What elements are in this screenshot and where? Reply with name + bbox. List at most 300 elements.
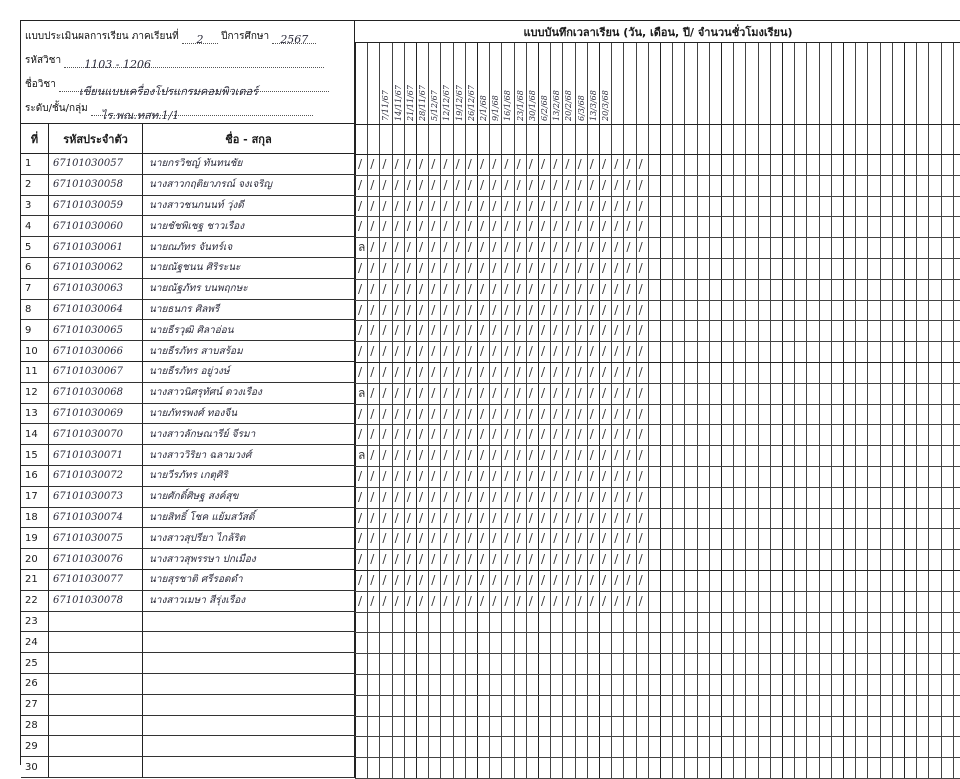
grid-row-line <box>355 591 960 592</box>
attendance-check: / <box>358 198 363 213</box>
attendance-check: / <box>577 344 582 359</box>
attendance-check: / <box>443 261 448 275</box>
attendance-check: / <box>443 469 448 483</box>
attendance-check: / <box>492 219 497 234</box>
attendance-check: / <box>516 344 521 359</box>
attendance-check: / <box>406 448 411 463</box>
attendance-check: / <box>431 406 436 421</box>
attendance-check: / <box>516 593 521 608</box>
attendance-check: / <box>419 219 424 234</box>
attendance-check: / <box>467 406 472 421</box>
attendance-check: / <box>577 219 582 234</box>
date-label: 23/1/68 <box>515 90 525 121</box>
student-id: 67101030068 <box>49 383 143 404</box>
student-id: 67101030057 <box>49 154 143 175</box>
attendance-check: / <box>577 385 582 400</box>
attendance-check: / <box>455 489 460 504</box>
student-name: นายภัทรพงศ์ ทองจีน <box>143 404 355 425</box>
attendance-check: / <box>370 177 375 192</box>
attendance-check: / <box>577 177 582 192</box>
attendance-check: / <box>431 323 436 338</box>
attendance-check: / <box>394 489 399 504</box>
attendance-check: / <box>480 344 485 359</box>
absence-mark: ล <box>358 385 366 400</box>
attendance-check: / <box>480 469 485 483</box>
attendance-check: / <box>516 489 521 504</box>
attendance-check: / <box>638 219 643 234</box>
attendance-check: / <box>626 365 631 379</box>
attendance-check: / <box>565 157 570 171</box>
attendance-check: / <box>602 261 607 275</box>
attendance-check: / <box>480 406 485 421</box>
student-name: นายวีรภัทร เกตุศิริ <box>143 466 355 487</box>
grid-row-line <box>355 549 960 550</box>
attendance-check: / <box>565 281 570 296</box>
attendance-check: / <box>516 531 521 546</box>
attendance-check: / <box>589 448 594 463</box>
attendance-check: / <box>614 240 619 255</box>
attendance-check: / <box>406 489 411 504</box>
row-number: 26 <box>21 674 49 695</box>
student-name: นายธีรวุฒิ ศิลาอ่อน <box>143 320 355 341</box>
attendance-check: / <box>577 469 582 483</box>
attendance-check: / <box>358 365 363 379</box>
row-number: 15 <box>21 445 49 466</box>
attendance-check: / <box>614 510 619 525</box>
grid-row-line <box>355 528 960 529</box>
attendance-check: / <box>504 261 509 275</box>
student-name: นางสาวเมษา สีรุ่งเรือง <box>143 591 355 612</box>
attendance-check: / <box>528 302 533 317</box>
subject-code-value: 1103 - 1206 <box>84 58 151 71</box>
attendance-check: / <box>602 281 607 296</box>
attendance-check: / <box>504 219 509 234</box>
attendance-check: / <box>553 302 558 317</box>
attendance-check: / <box>602 157 607 171</box>
attendance-check: / <box>565 240 570 255</box>
attendance-check: / <box>541 593 546 608</box>
attendance-check: / <box>504 573 509 587</box>
student-id: 67101030060 <box>49 216 143 237</box>
student-name: นางสาวลักษณารีย์ จีรมา <box>143 424 355 445</box>
student-id: 67101030069 <box>49 404 143 425</box>
attendance-check: / <box>589 406 594 421</box>
attendance-check: / <box>602 302 607 317</box>
row-number: 5 <box>21 237 49 258</box>
attendance-check: / <box>577 593 582 608</box>
attendance-check: / <box>602 489 607 504</box>
date-label: 12/12/67 <box>442 85 452 121</box>
attendance-check: / <box>394 427 399 442</box>
student-id: 67101030070 <box>49 424 143 445</box>
attendance-check: / <box>492 323 497 338</box>
attendance-check: / <box>394 302 399 317</box>
student-name: นางสาวนิศรุทัศน์ ดวงเรือง <box>143 383 355 404</box>
attendance-check: / <box>638 489 643 504</box>
student-name: นายณภัทร จันทร์เจ <box>143 237 355 258</box>
attendance-check: / <box>358 593 363 608</box>
attendance-check: / <box>626 510 631 525</box>
attendance-check: / <box>492 385 497 400</box>
attendance-check: / <box>467 469 472 483</box>
attendance-check: / <box>382 427 387 442</box>
attendance-check: / <box>516 240 521 255</box>
attendance-check: / <box>467 177 472 192</box>
attendance-check: / <box>480 177 485 192</box>
row-number: 2 <box>21 175 49 196</box>
attendance-check: / <box>516 219 521 234</box>
attendance-check: / <box>467 573 472 587</box>
attendance-check: / <box>382 344 387 359</box>
attendance-check: / <box>443 427 448 442</box>
attendance-check: / <box>370 281 375 296</box>
attendance-check: / <box>431 489 436 504</box>
student-name: นายศักดิ์ศิษฐ สงค์สุข <box>143 487 355 508</box>
attendance-check: / <box>602 198 607 213</box>
attendance-check: / <box>480 593 485 608</box>
attendance-check: / <box>553 281 558 296</box>
attendance-check: / <box>602 240 607 255</box>
row-number: 13 <box>21 404 49 425</box>
attendance-check: / <box>614 157 619 171</box>
absence-mark: ล <box>358 448 366 463</box>
attendance-check: / <box>455 385 460 400</box>
attendance-check: / <box>443 573 448 587</box>
attendance-check: / <box>614 281 619 296</box>
attendance-check: / <box>419 365 424 379</box>
attendance-check: / <box>492 552 497 567</box>
subject-name-value: เขียนแบบเครื่องโปรแกรมคอมพิวเตอร์ <box>79 85 259 98</box>
attendance-check: / <box>358 573 363 587</box>
attendance-check: / <box>589 240 594 255</box>
attendance-check: / <box>516 469 521 483</box>
attendance-check: / <box>638 157 643 171</box>
attendance-sheet <box>20 20 960 773</box>
attendance-check: / <box>480 240 485 255</box>
student-name: นายณัฐชนน ศิริระนะ <box>143 258 355 279</box>
grid-row-line <box>355 466 960 467</box>
attendance-check: / <box>638 240 643 255</box>
attendance-check: / <box>358 531 363 546</box>
attendance-check: / <box>553 240 558 255</box>
attendance-check: / <box>382 198 387 213</box>
grid-row-line <box>355 404 960 405</box>
subject-name-line <box>25 77 329 98</box>
attendance-check: / <box>577 323 582 338</box>
attendance-check: / <box>382 261 387 275</box>
row-number: 27 <box>21 695 49 716</box>
attendance-check: / <box>358 157 363 171</box>
attendance-check: / <box>419 573 424 587</box>
student-id: 67101030065 <box>49 320 143 341</box>
attendance-check: / <box>358 344 363 359</box>
attendance-check: / <box>467 198 472 213</box>
attendance-check: / <box>370 406 375 421</box>
attendance-check: / <box>516 365 521 379</box>
attendance-check: / <box>443 593 448 608</box>
attendance-check: / <box>589 552 594 567</box>
attendance-check: / <box>358 323 363 338</box>
grid-row-line <box>355 445 960 446</box>
student-id <box>49 695 143 716</box>
attendance-check: / <box>492 427 497 442</box>
student-name <box>143 695 355 716</box>
attendance-check: / <box>492 302 497 317</box>
attendance-check: / <box>638 448 643 463</box>
attendance-check: / <box>528 177 533 192</box>
attendance-check: / <box>394 157 399 171</box>
attendance-check: / <box>382 531 387 546</box>
grid-row-line <box>355 570 960 571</box>
student-id: 67101030076 <box>49 549 143 570</box>
attendance-check: / <box>541 365 546 379</box>
grid-row-line <box>355 674 960 675</box>
attendance-check: / <box>492 240 497 255</box>
attendance-check: / <box>455 365 460 379</box>
attendance-check: / <box>614 469 619 483</box>
attendance-check: / <box>492 198 497 213</box>
attendance-check: / <box>614 427 619 442</box>
attendance-check: / <box>541 448 546 463</box>
attendance-check: / <box>577 510 582 525</box>
grid-row-line <box>355 341 960 342</box>
attendance-check: / <box>528 157 533 171</box>
attendance-check: / <box>492 157 497 171</box>
attendance-check: / <box>431 427 436 442</box>
attendance-check: / <box>626 323 631 338</box>
attendance-check: / <box>614 219 619 234</box>
attendance-check: / <box>492 177 497 192</box>
attendance-check: / <box>394 344 399 359</box>
attendance-check: / <box>406 240 411 255</box>
date-label: 6/3/68 <box>576 95 586 121</box>
form-header <box>21 21 355 124</box>
attendance-check: / <box>602 427 607 442</box>
term-value: 2 <box>196 33 204 46</box>
attendance-check: / <box>431 281 436 296</box>
attendance-check: / <box>553 157 558 171</box>
attendance-check: / <box>638 531 643 546</box>
attendance-check: / <box>382 489 387 504</box>
attendance-check: / <box>406 593 411 608</box>
attendance-check: / <box>480 385 485 400</box>
attendance-check: / <box>541 489 546 504</box>
attendance-check: / <box>553 469 558 483</box>
attendance-check: / <box>541 261 546 275</box>
attendance-check: / <box>504 198 509 213</box>
attendance-check: / <box>602 531 607 546</box>
attendance-check: / <box>553 323 558 338</box>
attendance-check: / <box>638 427 643 442</box>
attendance-check: / <box>480 302 485 317</box>
attendance-check: / <box>565 385 570 400</box>
attendance-check: / <box>553 593 558 608</box>
row-number: 17 <box>21 487 49 508</box>
student-id: 67101030063 <box>49 279 143 300</box>
attendance-check: / <box>589 261 594 275</box>
row-number: 18 <box>21 508 49 529</box>
attendance-check: / <box>419 406 424 421</box>
attendance-check: / <box>638 344 643 359</box>
attendance-check: / <box>553 427 558 442</box>
row-number: 14 <box>21 424 49 445</box>
attendance-check: / <box>443 552 448 567</box>
student-name: นางสาวสุปรียา ไกล้ริต <box>143 528 355 549</box>
attendance-check: / <box>382 302 387 317</box>
attendance-check: / <box>431 573 436 587</box>
student-id: 67101030061 <box>49 237 143 258</box>
student-id: 67101030072 <box>49 466 143 487</box>
attendance-check: / <box>370 489 375 504</box>
attendance-check: / <box>370 261 375 275</box>
attendance-check: / <box>370 157 375 171</box>
attendance-check: / <box>370 323 375 338</box>
attendance-check: / <box>406 302 411 317</box>
column-header-name: ชื่อ - สกุล <box>143 124 355 154</box>
attendance-check: / <box>516 573 521 587</box>
attendance-check: / <box>419 157 424 171</box>
attendance-check: / <box>602 219 607 234</box>
attendance-check: / <box>553 344 558 359</box>
attendance-check: / <box>492 489 497 504</box>
attendance-check: / <box>406 323 411 338</box>
attendance-title: แบบบันทึกเวลาเรียน (วัน, เดือน, ปี/ จำนวนชั่วโมงเรียน) <box>355 21 960 43</box>
attendance-check: / <box>419 281 424 296</box>
attendance-check: / <box>553 177 558 192</box>
student-id: 67101030078 <box>49 591 143 612</box>
attendance-check: / <box>431 531 436 546</box>
attendance-check: / <box>565 510 570 525</box>
attendance-check: / <box>394 365 399 379</box>
attendance-check: / <box>553 406 558 421</box>
student-name: นายธนกร ศิลพรี <box>143 300 355 321</box>
attendance-check: / <box>431 510 436 525</box>
attendance-check: / <box>602 552 607 567</box>
attendance-check: / <box>577 489 582 504</box>
student-name <box>143 674 355 695</box>
row-number: 10 <box>21 341 49 362</box>
attendance-check: / <box>541 198 546 213</box>
attendance-check: / <box>406 531 411 546</box>
year-value: 2567 <box>280 33 309 46</box>
attendance-check: / <box>602 593 607 608</box>
attendance-check: / <box>431 219 436 234</box>
attendance-check: / <box>406 552 411 567</box>
attendance-check: / <box>626 198 631 213</box>
attendance-check: / <box>455 427 460 442</box>
attendance-check: / <box>626 489 631 504</box>
attendance-check: / <box>528 198 533 213</box>
attendance-check: / <box>492 448 497 463</box>
grid-row-line <box>355 757 960 758</box>
attendance-check: / <box>516 552 521 567</box>
attendance-check: / <box>638 593 643 608</box>
attendance-check: / <box>480 489 485 504</box>
student-name: นางสาวกฤติยาภรณ์ จงเจริญ <box>143 175 355 196</box>
column-header-no: ที่ <box>21 124 49 154</box>
attendance-check: / <box>589 469 594 483</box>
attendance-check: / <box>528 427 533 442</box>
attendance-check: / <box>480 157 485 171</box>
attendance-check: / <box>541 573 546 587</box>
student-name: นายสิทธิ์ โชค แย้มสวัสดิ์ <box>143 508 355 529</box>
student-id: 67101030059 <box>49 196 143 217</box>
attendance-check: / <box>638 469 643 483</box>
attendance-check: / <box>638 281 643 296</box>
attendance-check: / <box>431 469 436 483</box>
attendance-check: / <box>467 365 472 379</box>
attendance-check: / <box>602 365 607 379</box>
attendance-check: / <box>614 531 619 546</box>
row-number: 6 <box>21 258 49 279</box>
subject-name-label: ชื่อวิชา <box>25 79 56 90</box>
attendance-check: / <box>528 552 533 567</box>
attendance-check: / <box>504 448 509 463</box>
attendance-check: / <box>626 573 631 587</box>
attendance-check: / <box>577 448 582 463</box>
attendance-check: / <box>467 427 472 442</box>
attendance-check: / <box>370 344 375 359</box>
attendance-check: / <box>370 593 375 608</box>
attendance-check: / <box>638 573 643 587</box>
attendance-check: / <box>382 593 387 608</box>
attendance-check: / <box>443 240 448 255</box>
grid-row-line <box>355 612 960 613</box>
attendance-check: / <box>443 365 448 379</box>
attendance-check: / <box>358 406 363 421</box>
attendance-check: / <box>577 261 582 275</box>
grid-row-line <box>355 736 960 737</box>
student-name <box>143 736 355 757</box>
grid-row-line <box>355 508 960 509</box>
attendance-check: / <box>638 385 643 400</box>
attendance-check: / <box>577 406 582 421</box>
attendance-check: / <box>382 157 387 171</box>
attendance-check: / <box>419 302 424 317</box>
attendance-check: / <box>638 406 643 421</box>
attendance-check: / <box>553 510 558 525</box>
attendance-check: / <box>626 593 631 608</box>
subject-code-line <box>25 53 324 71</box>
attendance-check: / <box>504 489 509 504</box>
attendance-check: / <box>614 448 619 463</box>
attendance-check: / <box>467 448 472 463</box>
student-id: 67101030073 <box>49 487 143 508</box>
student-id: 67101030066 <box>49 341 143 362</box>
attendance-check: / <box>565 552 570 567</box>
attendance-check: / <box>541 157 546 171</box>
attendance-check: / <box>541 406 546 421</box>
attendance-check: / <box>528 531 533 546</box>
attendance-check: / <box>528 385 533 400</box>
date-label: 30/1/68 <box>527 90 537 121</box>
attendance-check: / <box>419 427 424 442</box>
attendance-check: / <box>480 323 485 338</box>
attendance-check: / <box>492 593 497 608</box>
attendance-check: / <box>358 261 363 275</box>
attendance-check: / <box>565 177 570 192</box>
attendance-check: / <box>382 469 387 483</box>
attendance-check: / <box>602 385 607 400</box>
attendance-check: / <box>614 489 619 504</box>
attendance-check: / <box>431 198 436 213</box>
attendance-check: / <box>504 281 509 296</box>
attendance-check: / <box>358 489 363 504</box>
attendance-check: / <box>394 593 399 608</box>
attendance-check: / <box>431 261 436 275</box>
attendance-check: / <box>370 531 375 546</box>
attendance-check: / <box>443 281 448 296</box>
